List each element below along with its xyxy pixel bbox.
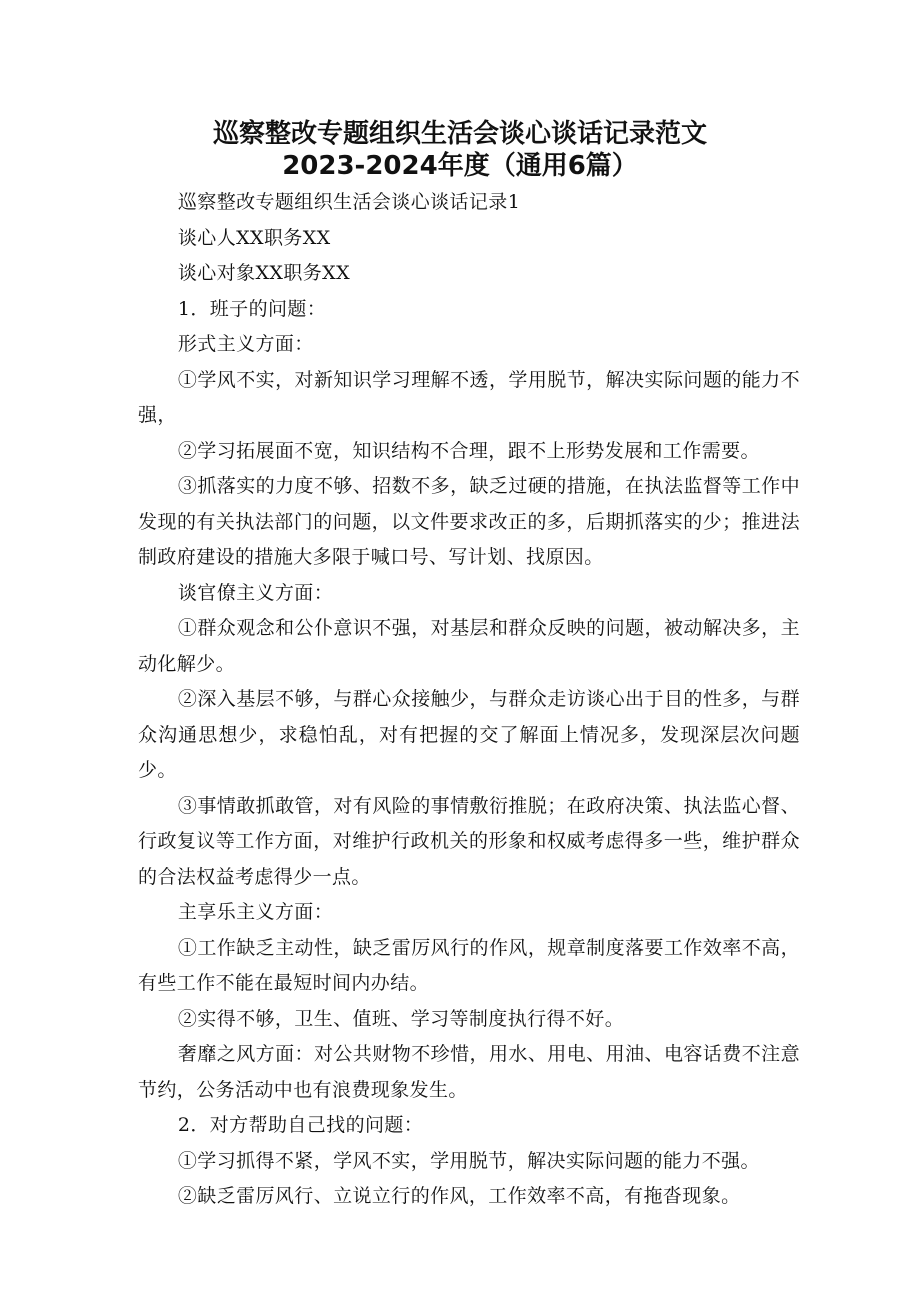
paragraph-section-1: 1．班子的问题： bbox=[177, 297, 327, 320]
document-title-line-1: 巡察整改专题组织生活会谈心谈话记录范文 bbox=[212, 119, 707, 149]
paragraph: ①工作缺乏主动性，缺乏雷厉风行的作风，规章制度落要工作效率不高，有些工作不能在最短时间内办结。 bbox=[138, 936, 800, 994]
paragraph-bureaucracy-heading: 谈官僚主义方面： bbox=[177, 581, 334, 604]
paragraph: ③事情敢抓敢管，对有风险的事情敷衍推脱；在政府决策、执法监心督、行政复议等工作方面，对维护行政机关的形象和权威考虑得多一些，维护群众的合法权益考虑得少一点。 bbox=[138, 794, 800, 888]
paragraph-formalism-heading: 形式主义方面： bbox=[177, 333, 314, 355]
paragraph: ①群众观念和公仆意识不强，对基层和群众反映的问题，被动解决多，主动化解少。 bbox=[138, 617, 800, 675]
paragraph-talk-target: 谈心对象XX职务XX bbox=[177, 262, 350, 284]
paragraph: ①学习抓得不紧，学风不实，学用脱节，解决实际问题的能力不强。 bbox=[177, 1149, 760, 1172]
paragraph: ②缺乏雷厉风行、立说立行的作风，工作效率不高，有拖沓现象。 bbox=[177, 1185, 741, 1207]
document-body bbox=[138, 185, 800, 1215]
paragraph-hedonism-heading: 主享乐主义方面： bbox=[177, 901, 334, 923]
paragraph-talker: 谈心人XX职务XX bbox=[177, 226, 331, 249]
paragraph: ①学风不实，对新知识学习理解不透，学用脱节，解决实际问题的能力不强， bbox=[138, 368, 800, 426]
paragraph: ②实得不够，卫生、值班、学习等制度执行得不好。 bbox=[177, 1007, 625, 1030]
paragraph: ②深入基层不够，与群心众接触少，与群众走访谈心出于目的性多，与群众沟通思想少，求稳怕乱，对有把握的交了解面上情况多，发现深层次问题少。 bbox=[138, 688, 800, 781]
paragraph: ③抓落实的力度不够、招数不多，缺乏过硬的措施，在执法监督等工作中发现的有关执法部门的问题，以文件要求改正的多，后期抓落实的少；推进法制政府建设的措施大多限于喊口号、写计划、找原因。 bbox=[138, 475, 800, 568]
paragraph-extravagance: 奢靡之风方面：对公共财物不珍惜，用水、用电、用油、电容话费不注意节约，公务活动中也有浪费现象发生。 bbox=[138, 1043, 800, 1101]
paragraph-section-2: 2．对方帮助自己找的问题： bbox=[177, 1114, 424, 1136]
paragraph-heading-record-1: 巡察整改专题组织生活会谈心谈话记录1 bbox=[177, 191, 521, 213]
document-title-line-2: 2023-2024年度（通用6篇） bbox=[282, 151, 638, 181]
paragraph: ②学习拓展面不宽，知识结构不合理，跟不上形势发展和工作需要。 bbox=[177, 439, 760, 462]
